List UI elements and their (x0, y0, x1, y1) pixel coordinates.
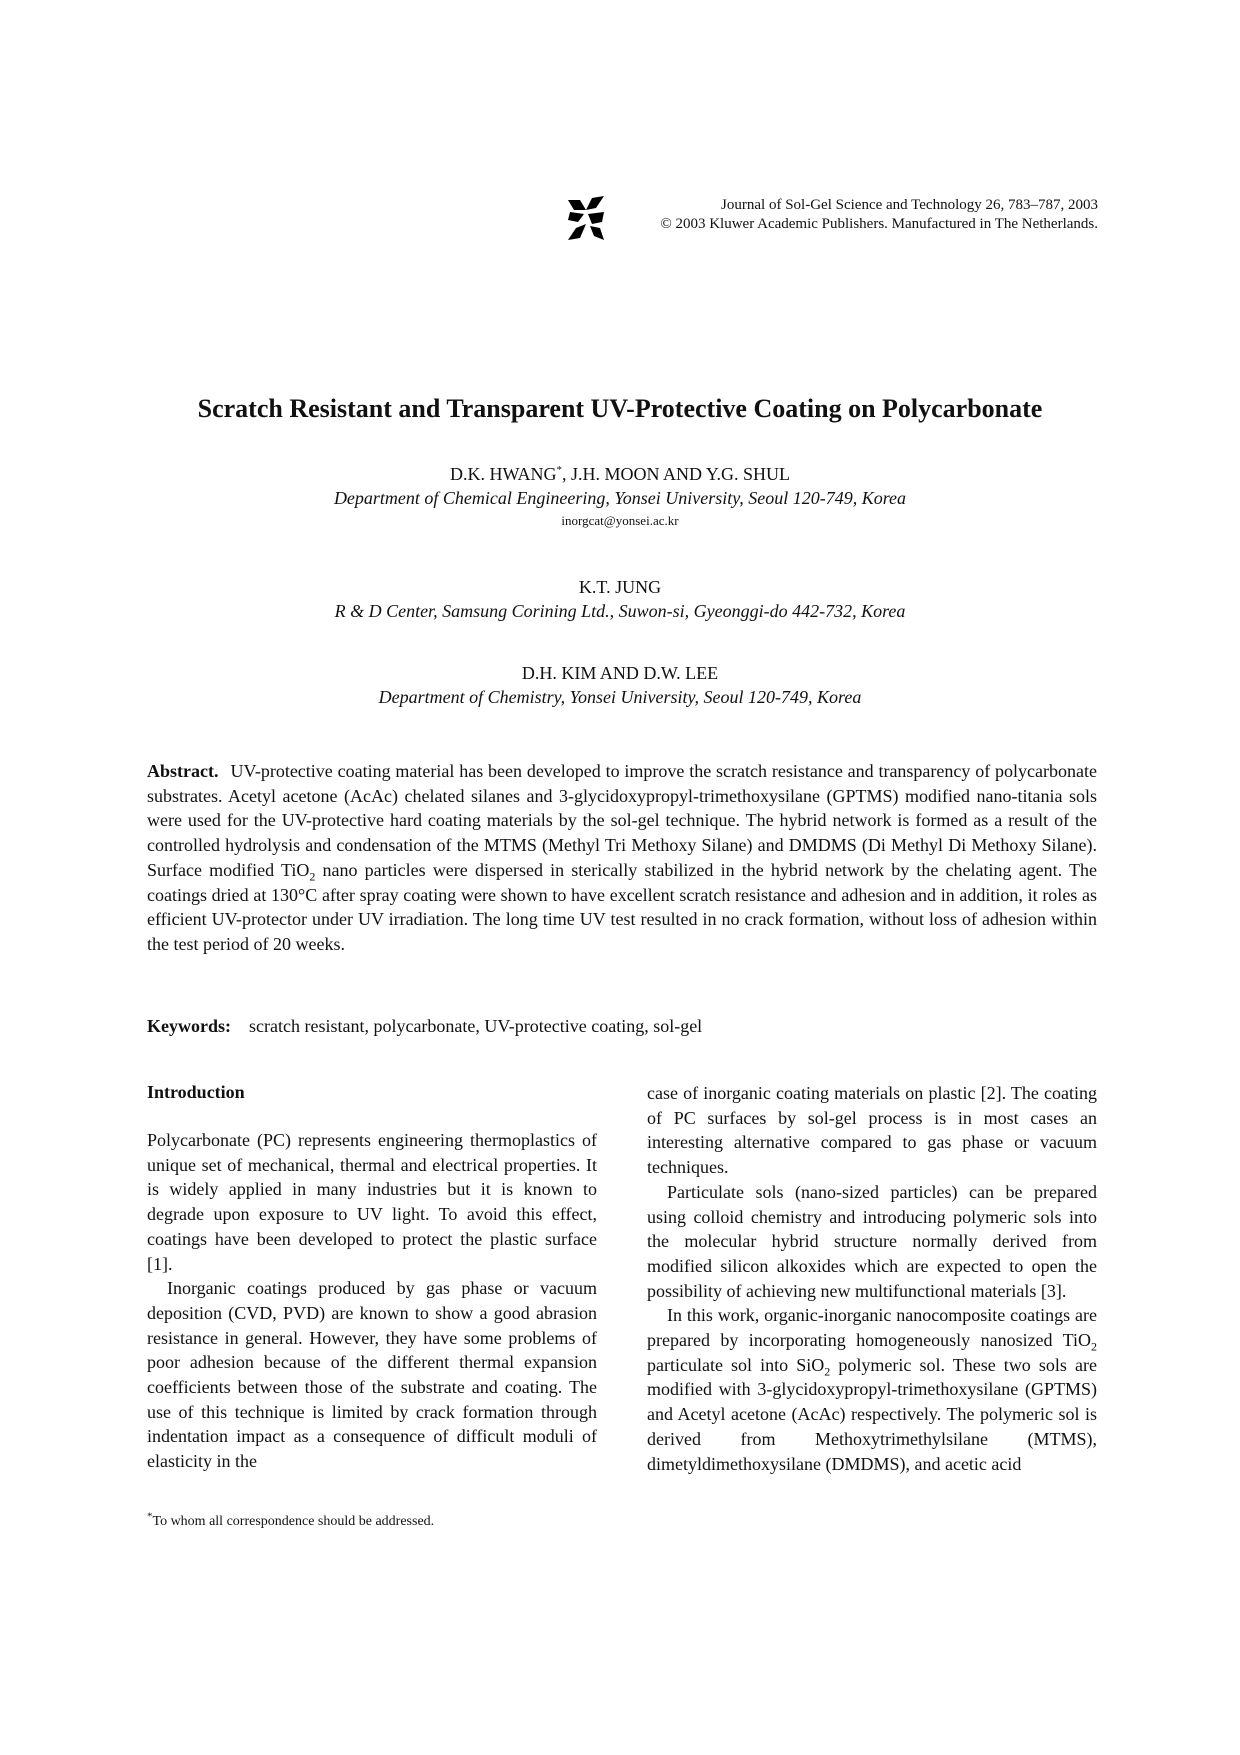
kluwer-logo-icon (566, 196, 606, 240)
subscript: 2 (1091, 1339, 1097, 1354)
author-group-1 (100, 462, 1140, 532)
journal-header (560, 196, 1098, 240)
subscript: 2 (824, 1364, 831, 1379)
author-names: K.T. JUNG (578, 577, 662, 597)
paragraph-text: polymeric sol. These two sols are modified with 3-glycidoxypropyl-trimethoxysilane (GPTMS) and Acetyl acetone (AcAc) respectively. The polymeric sol is derived from Methoxytrimethylsilane (MTMS), dimetyldimethoxysilane (DMDMS), and acetic acid (647, 1354, 1097, 1474)
keywords-label: Keywords: (147, 1016, 231, 1036)
author-affiliation: Department of Chemical Engineering, Yonsei University, Seoul 120-749, Korea (333, 488, 907, 508)
footnote-marker: * (147, 1510, 153, 1523)
section-heading-introduction: Introduction (147, 1082, 245, 1102)
paragraph-text: particulate sol into SiO (647, 1354, 825, 1375)
right-column (647, 1081, 1097, 1476)
subscript: 2 (309, 869, 316, 884)
corresponding-author-marker: * (556, 464, 562, 476)
author-group-3 (100, 661, 1140, 709)
paragraph: Polycarbonate (PC) represents engineering thermoplastics of unique set of mechanical, thermal and electrical properties. It is widely applied in many industries but it is known to degrade upon exposure to UV light. To avoid this effect, coatings have been developed to protect the plastic surface [1]. (147, 1130, 597, 1274)
author-affiliation: Department of Chemistry, Yonsei University, Seoul 120-749, Korea (378, 687, 862, 707)
abstract-label: Abstract. (147, 761, 219, 781)
paragraph: Inorganic coatings produced by gas phase or vacuum deposition (CVD, PVD) are known to show a good abrasion resistance in general. However, they have some problems of poor adhesion because of the different thermal expansion coefficients between those of the substrate and coating. The use of this technique is limited by crack formation through indentation impact as a consequence of difficult moduli of elasticity in the (147, 1278, 597, 1472)
paper-title: Scratch Resistant and Transparent UV-Protective Coating on Polycarbonate (197, 394, 1043, 423)
keywords-text: scratch resistant, polycarbonate, UV-protective coating, sol-gel (249, 1016, 703, 1036)
copyright-line: © 2003 Kluwer Academic Publishers. Manufactured in The Netherlands. (660, 216, 1098, 232)
paragraph (647, 1303, 1097, 1476)
author-name-primary: D.K. HWANG (449, 464, 557, 484)
paragraph: case of inorganic coating materials on plastic [2]. The coating of PC surfaces by sol-gel process is in most cases an interesting alternative compared to gas phase or vacuum techniques. (647, 1083, 1097, 1178)
author-names: D.H. KIM AND D.W. LEE (521, 663, 719, 683)
journal-line: Journal of Sol-Gel Science and Technology 26, 783–787, 2003 (721, 197, 1098, 213)
abstract-text-cont: nano particles were dispersed in sterically stabilized in the hybrid network by the chelating agent. The coatings dried at 130°C after spray coating were shown to have excellent scratch resistance and adhesion and in addition, it roles as efficient UV-protector under UV irradiation. The long time UV test resulted in no crack formation, without loss of adhesion within the test period of 20 weeks. (147, 859, 1097, 954)
author-group-2 (100, 575, 1140, 623)
author-affiliation: R & D Center, Samsung Corining Ltd., Suwon-si, Gyeonggi-do 442-732, Korea (334, 601, 906, 621)
journal-citation (660, 196, 1098, 234)
left-column (147, 1080, 597, 1474)
footnote (147, 1510, 597, 1531)
keywords (147, 1014, 1097, 1038)
paragraph-text: In this work, organic-inorganic nanocomposite coatings are prepared by incorporating homogeneously nanosized TiO (647, 1305, 1097, 1351)
paragraph: Particulate sols (nano-sized particles) can be prepared using colloid chemistry and introducing polymeric sols into the molecular hybrid structure normally derived from modified silicon alkoxides which are expected to open the possibility of achieving new multifunctional materials [3]. (647, 1181, 1097, 1301)
abstract (147, 759, 1097, 957)
footnote-text: To whom all correspondence should be addressed. (152, 1514, 435, 1529)
author-names-rest: , J.H. MOON AND Y.G. SHUL (561, 464, 791, 484)
author-names (100, 462, 1140, 486)
author-email[interactable]: inorgcat@yonsei.ac.kr (561, 513, 679, 528)
abstract-text: UV-protective coating material has been developed to improve the scratch resistance and transparency of polycarbonate substrates. Acetyl acetone (AcAc) chelated silanes and 3-glycidoxypropyl-trimethoxysilane (GPTMS) modified nano-titania sols were used for the UV-protective hard coating materials by the sol-gel technique. The hybrid network is formed as a result of the controlled hydrolysis and condensation of the MTMS (Methyl Tri Methoxy Silane) and DMDMS (Di Methyl Di Methoxy Silane). Surface modified TiO (147, 761, 1097, 880)
